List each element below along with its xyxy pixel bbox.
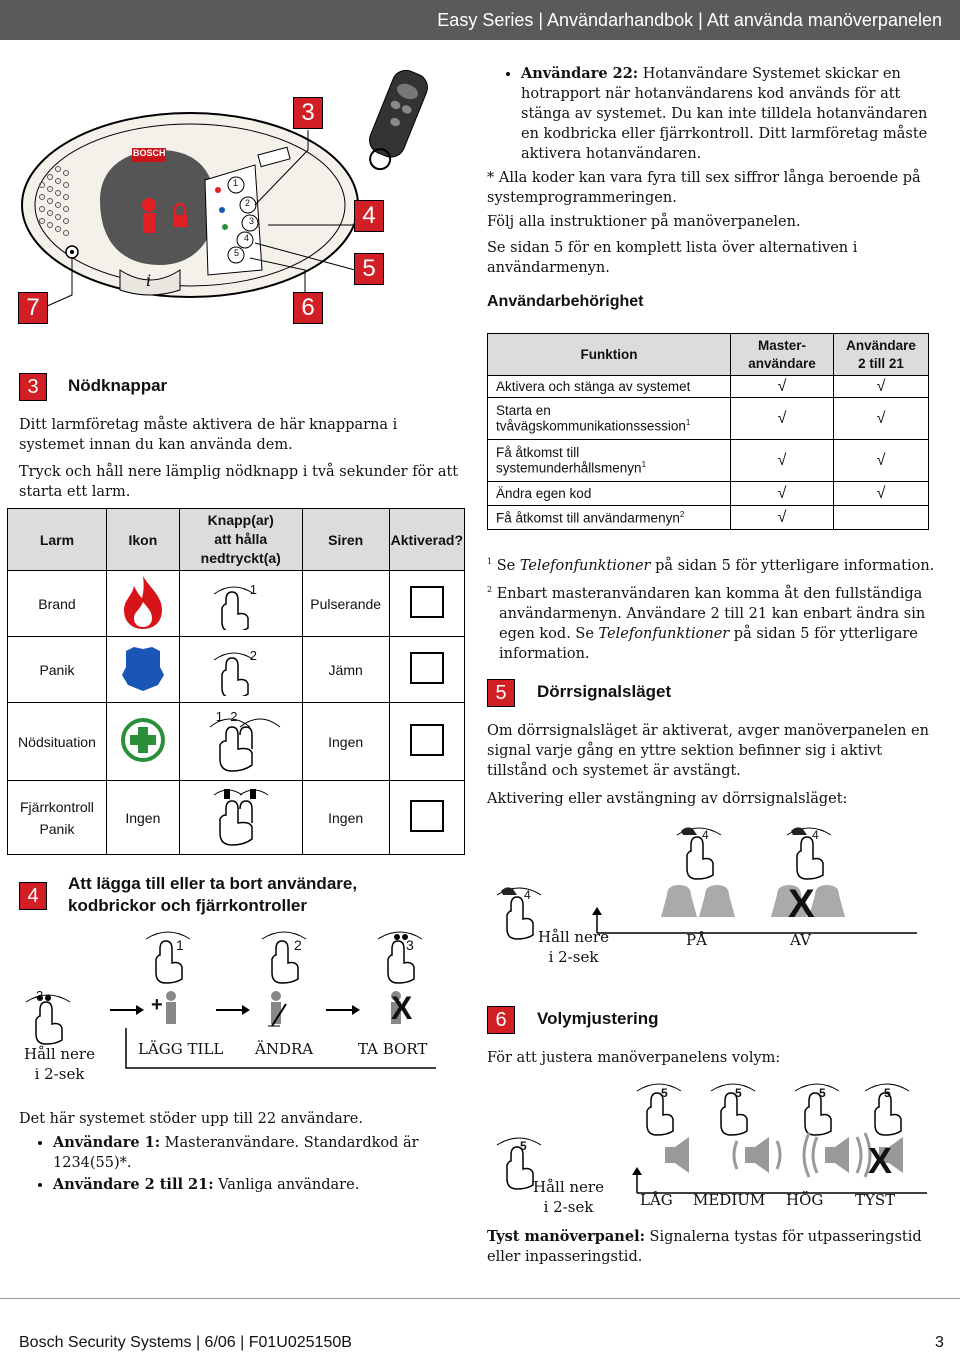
alarm-cell-type: Panik — [8, 637, 107, 703]
volume-mute-label: TYST — [855, 1191, 896, 1209]
alarm-cell-activated — [389, 781, 464, 855]
alarm-cell-activated — [389, 637, 464, 703]
callout-7: 7 — [18, 292, 48, 324]
table-row — [488, 440, 929, 482]
s5-paragraph-2: Aktivering eller avstängning av dörrsignalsläget: — [487, 791, 848, 807]
user-key-3: 3 — [406, 937, 414, 953]
intro-block — [487, 64, 937, 278]
s6-note: Tyst manöverpanel: Signalerna tystas för utpasseringstid eller inpasseringstid. — [487, 1228, 922, 1265]
duress-bold: Användare 22: — [521, 65, 639, 82]
auth-col-master: Master- användare — [731, 334, 834, 376]
alarm-col-siren: Siren — [302, 509, 389, 571]
section-6-heading: Volymjustering — [537, 1009, 659, 1028]
svg-text:i: i — [146, 271, 152, 290]
auth-cell-master: √ — [731, 506, 834, 530]
s6-paragraph: För att justera manöverpanelens volym: — [487, 1050, 781, 1066]
volume-medium-label: MEDIUM — [693, 1191, 766, 1209]
s4-paragraph: Det här systemet stöder upp till 22 användare. — [19, 1111, 363, 1127]
page-number: 3 — [935, 1334, 944, 1351]
section-5-badge: 5 — [487, 679, 515, 707]
vol-key-a: 5 — [661, 1086, 668, 1100]
chime-off-label: AV — [790, 931, 811, 949]
brand-logo: BOSCH — [133, 148, 166, 158]
hold-key-3: 3 — [36, 988, 44, 1003]
table-row — [8, 637, 465, 703]
s6-hold-label: Håll nere i 2-sek — [533, 1178, 604, 1216]
remote-fob-keys-icon — [179, 781, 302, 855]
s5-hold-label: Håll nere i 2-sek — [538, 928, 609, 966]
alarm-header-row — [8, 509, 465, 571]
auth-cell-label: Få åtkomst till användarmenyn$^2$ — [488, 506, 731, 530]
table-row — [488, 376, 929, 398]
auth-col-function: Funktion — [488, 334, 731, 376]
alarm-col-icon: Ikon — [106, 509, 179, 571]
auth-cell-users: √ — [834, 440, 929, 482]
alarm-cell-keys: 1 2 — [179, 703, 302, 781]
chime-on-label: PÅ — [686, 931, 707, 949]
activated-checkbox[interactable] — [410, 800, 444, 832]
activated-checkbox[interactable] — [410, 724, 444, 756]
section-3-heading: Nödknappar — [68, 376, 168, 395]
table-row — [8, 571, 465, 637]
auth-table — [487, 333, 929, 530]
section-4-badge: 4 — [19, 882, 47, 910]
auth-cell-master: √ — [731, 482, 834, 506]
remove-x-icon: X — [391, 990, 413, 1026]
footnote-1: $^1$ Se Telefonfunktioner på sidan 5 för ytterligare information. — [487, 557, 935, 574]
table-row — [488, 506, 929, 530]
auth-cell-label: Få åtkomst till systemunderhållsmenyn$^1$ — [488, 440, 731, 482]
s3-paragraph-1: Ditt larmföretag måste aktivera de här knapparna i systemet innan du kan använda dem. — [19, 417, 398, 453]
list-item: • Användare 1: Masteranvändare. Standardkod är 1234(55)*. — [53, 1133, 473, 1173]
s4-hold-label: Håll nere i 2-sek — [24, 1045, 95, 1083]
police-badge-icon — [106, 637, 179, 703]
keypad-figure — [0, 45, 480, 335]
auth-cell-master: √ — [731, 440, 834, 482]
auth-header-row — [488, 334, 929, 376]
auth-cell-users: √ — [834, 398, 929, 440]
see-page-5: Se sidan 5 för en komplett lista över alternativen i användarmenyn. — [487, 240, 858, 276]
table-row — [488, 398, 929, 440]
table-row — [8, 781, 465, 855]
s5-paragraph-1: Om dörrsignalsläget är aktiverat, avger manöverpanelen en signal varje gång en yttre sektion befinner sig i aktivt tillstånd och systemet är avstängt. — [487, 723, 929, 779]
alarm-cell-siren: Ingen — [302, 781, 389, 855]
auth-heading: Användarbehörighet — [487, 293, 644, 310]
auth-col-users: Användare 2 till 21 — [834, 334, 929, 376]
remove-label: TA BORT — [358, 1040, 428, 1058]
follow-instructions: Följ alla instruktioner på manöverpanelen. — [487, 214, 801, 230]
fig-key-5: 5 — [234, 248, 240, 258]
footnote-2: $^2$ Enbart masteranvändaren kan komma åt den fullständiga användarmenyn. Användare 2 till 21 kan enbart ändra sin egen kod. Se Telefonfunktioner på sidan 5 för ytterligare information. — [487, 585, 926, 662]
alarm-cell-type: Fjärrkontroll Panik — [8, 781, 107, 855]
list-item: • Användare 2 till 21: Vanliga användare. — [53, 1175, 473, 1195]
fig-key-1: 1 — [233, 178, 239, 188]
table-row — [488, 482, 929, 506]
edit-label: ÄNDRA — [255, 1040, 314, 1058]
s4-user-list — [19, 1133, 473, 1195]
vol-key-c: 5 — [819, 1086, 826, 1100]
alarm-cell-activated — [389, 703, 464, 781]
footer-left: Bosch Security Systems | 6/06 | F01U025150B — [19, 1334, 352, 1351]
vol-hold-key: 5 — [520, 1139, 527, 1153]
auth-cell-label: Aktivera och stänga av systemet — [488, 376, 731, 398]
duress-bullet — [487, 64, 937, 164]
alarm-cell-siren: Jämn — [302, 637, 389, 703]
section-3-badge: 3 — [19, 373, 47, 401]
fig-key-4: 4 — [244, 233, 250, 243]
alarm-cell-type: Brand — [8, 571, 107, 637]
activated-checkbox[interactable] — [410, 586, 444, 618]
header-title: Easy Series | Användarhandbok | Att använda manöverpanelen — [437, 10, 942, 30]
code-note: * Alla koder kan vara fyra till sex siffror långa beroende på systemprogrammeringen. — [487, 170, 921, 206]
auth-cell-users: √ — [834, 482, 929, 506]
user-key-1: 1 — [176, 937, 184, 953]
medical-cross-icon — [106, 703, 179, 781]
chime-hold-key: 4 — [524, 888, 531, 902]
section-4-heading: Att lägga till eller ta bort användare, kodbrickor och fjärrkontroller — [68, 874, 358, 915]
duress-text: Hotanvändare Systemet skickar en hotrapport när hotanvändarens kod används för att stänga av systemet. Du kan inte tilldela hotanvändaren en kodbricka eller fjärrkontroll. Ditt larmföretag måste aktivera hotanvändaren. — [521, 66, 928, 162]
vol-key-b: 5 — [735, 1086, 742, 1100]
alarm-col-alarm: Larm — [8, 509, 107, 571]
callout-4: 4 — [354, 200, 384, 232]
alarm-cell-icon-text: Ingen — [106, 781, 179, 855]
alarm-cell-siren: Pulserande — [302, 571, 389, 637]
section-6-badge: 6 — [487, 1006, 515, 1034]
vol-key-d: 5 — [884, 1086, 891, 1100]
alarm-cell-activated — [389, 571, 464, 637]
callout-3: 3 — [293, 97, 323, 129]
auth-cell-label: Starta en tvåvägskommunikationssession$^1$ — [488, 398, 731, 440]
auth-cell-label: Ändra egen kod — [488, 482, 731, 506]
callout-6: 6 — [293, 292, 323, 324]
footer-divider — [0, 1298, 960, 1299]
auth-cell-users: √ — [834, 376, 929, 398]
alarm-col-keys: Knapp(ar) att hålla nedtryckt(a) — [179, 509, 302, 571]
volume-high-label: HÖG — [786, 1191, 824, 1209]
fig-key-2: 2 — [245, 198, 251, 208]
plus-icon: + — [151, 994, 163, 1016]
alarm-cell-siren: Ingen — [302, 703, 389, 781]
user-key-2: 2 — [294, 937, 302, 953]
alarm-cell-keys: 1 — [179, 571, 302, 637]
alarm-table — [7, 508, 465, 855]
chime-key-b: 4 — [812, 828, 819, 842]
chime-key-a: 4 — [702, 828, 709, 842]
alarm-cell-type: Nödsituation — [8, 703, 107, 781]
section-5-heading: Dörrsignalsläget — [537, 682, 672, 701]
callout-5: 5 — [354, 253, 384, 285]
add-label: LÄGG TILL — [138, 1040, 224, 1058]
chime-off-x-icon: X — [788, 882, 815, 926]
volume-low-label: LÅG — [640, 1191, 673, 1209]
s3-paragraph-2: Tryck och håll nere lämplig nödknapp i två sekunder för att starta ett larm. — [19, 464, 459, 500]
activated-checkbox[interactable] — [410, 652, 444, 684]
auth-cell-users — [834, 506, 929, 530]
auth-cell-master: √ — [731, 376, 834, 398]
fire-icon — [106, 571, 179, 637]
auth-cell-master: √ — [731, 398, 834, 440]
table-row — [8, 703, 465, 781]
fig-key-3: 3 — [249, 216, 255, 226]
mute-x-icon: X — [868, 1140, 893, 1181]
alarm-col-activated: Aktiverad? — [389, 509, 464, 571]
alarm-cell-keys: 2 — [179, 637, 302, 703]
